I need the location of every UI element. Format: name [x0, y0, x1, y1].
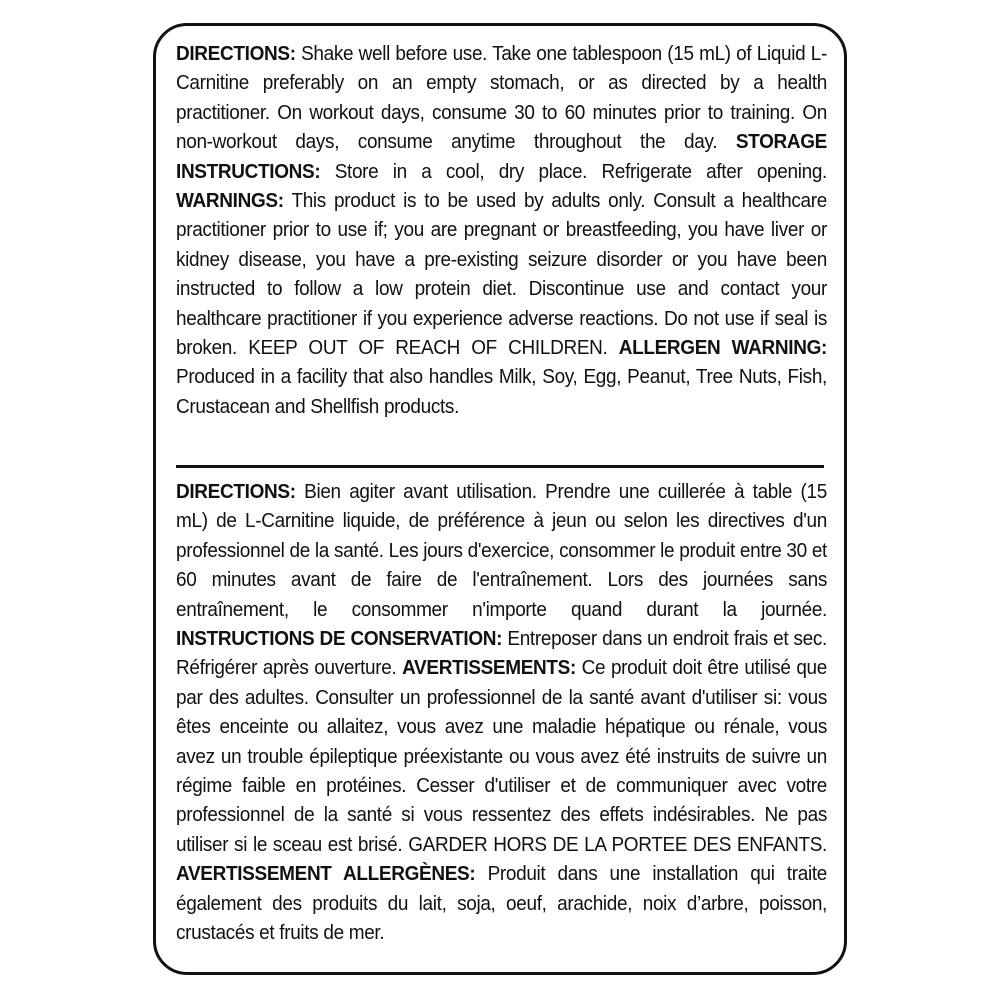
directions-heading-fr: DIRECTIONS:	[176, 481, 296, 503]
warnings-text-fr: Ce produit doit être utilisé que par des adultes. Consulter un professionnel de la santé avant d'utiliser si: vous êtes enceinte ou allaitez, vous avez une maladie hépatique ou rénale, vous avez un trouble épileptique préexistante ou vous avez été instruits de suivre un régime faible en protéines. Cesser d'utiliser et de communiquer avec votre professionnel de la santé si vous ressentez des effets indésirables. Ne pas utiliser si le sceau est brisé. GARDER HORS DE LA PORTEE DES ENFANTS.	[176, 657, 827, 856]
section-divider	[176, 465, 824, 468]
directions-text-fr: Bien agiter avant utilisation. Prendre une cuillerée à table (15 mL) de L-Carnitine liquide, de préférence à jeun ou selon les directives d'un professionnel de la santé. Les jours d'exercice, consommer le produit entre 30 et 60 minutes avant de faire de l'entraînement. Lors des journées sans entraînement, le consommer n'importe quand durant la journée.	[176, 481, 827, 621]
allergen-heading-en: ALLERGEN WARNING:	[618, 337, 828, 360]
warnings-text-en: This product is to be used by adults only. Consult a healthcare practitioner prior to use if; you are pregnant or breastfeeding, you have liver or kidney disease, you have a pre-existing seizure disorder or you have been instructed to follow a low protein diet. Discontinue use and contact your healthcare practitioner if you experience adverse reactions. Do not use if seal is broken. KEEP OUT OF REACH OF CHILDREN.	[176, 190, 827, 360]
allergen-text-fr: Produit dans une installation qui traite également des produits du lait, soja, oeuf, arachide, noix d’arbre, poisson, crustacés et fruits de mer.	[176, 863, 827, 945]
storage-text-en: Store in a cool, dry place. Refrigerate after opening.	[320, 160, 827, 183]
directions-heading-en: DIRECTIONS:	[176, 43, 296, 65]
storage-text-fr: Entreposer dans un endroit frais et sec. Réfrigérer après ouverture.	[176, 628, 827, 680]
allergen-heading-fr: AVERTISSEMENT ALLERGÈNES:	[176, 863, 476, 886]
product-label-panel	[153, 23, 847, 975]
english-instructions	[176, 40, 827, 422]
directions-text-en: Shake well before use. Take one tablespoon (15 mL) of Liquid L-Carnitine preferably on an empty stomach, or as directed by a health practitioner. On workout days, consume 30 to 60 minutes prior to training. On non-workout days, consume anytime throughout the day.	[176, 43, 827, 154]
allergen-text-en: Produced in a facility that also handles Milk, Soy, Egg, Peanut, Tree Nuts, Fish, Crustacean and Shellfish products.	[176, 366, 827, 418]
french-instructions	[176, 478, 827, 949]
storage-heading-en: STORAGE INSTRUCTIONS:	[176, 131, 827, 183]
warnings-heading-en: WARNINGS:	[176, 190, 284, 213]
storage-heading-fr: INSTRUCTIONS DE CONSERVATION:	[176, 628, 503, 651]
warnings-heading-fr: AVERTISSEMENTS:	[402, 657, 576, 680]
